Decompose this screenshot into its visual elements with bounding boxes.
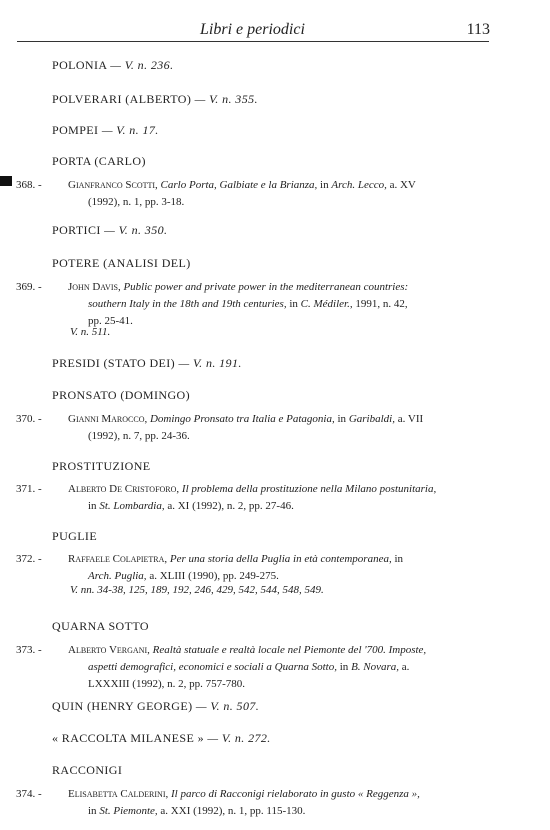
margin-marker [0,176,12,186]
index-heading-racconigi: RACCONIGI [52,763,123,777]
index-heading-pompei: POMPEI — V. n. 17. [52,123,159,137]
bibliography-entry-373: 373. - Alberto Vergani, Realtà statuale e realtà locale nel Piemonte del '700. Imposte, aspetti demografici, economici e sociali a Quarna Sotto, in B. Novara, a. LXXXIII (1992), n. 2, pp. 757-780. [16,644,427,690]
bibliography-entry-371: 371. - Alberto De Cristoforo, Il problema della prostituzione nella Milano postunitaria, in St. Lombardia, a. XI (1992), n. 2, pp. 27-46. [16,483,437,512]
index-heading-puglie: PUGLIE [52,529,98,543]
bibliography-entry-370: 370. - Gianni Marocco, Domingo Pronsato tra Italia e Patagonia, in Garibaldi, a. VII (1992), n. 7, pp. 24-36. [16,413,424,442]
index-heading-potere: POTERE (ANALISI DEL) [52,256,191,270]
page-number: 113 [466,21,490,38]
index-heading-porta: PORTA (CARLO) [52,154,146,168]
index-heading-raccolta-milanese: « RACCOLTA MILANESE » — V. n. 272. [52,731,271,745]
index-heading-polverari: POLVERARI (ALBERTO) — V. n. 355. [52,92,258,106]
index-heading-prostituzione: PROSTITUZIONE [52,459,151,473]
index-heading-portici: PORTICI — V. n. 350. [52,223,168,237]
running-header-title: Libri e periodici [200,21,305,38]
header-rule [17,41,489,42]
bibliography-entry-374: 374. - Elisabetta Calderini, Il parco di Racconigi rielaborato in gusto « Reggenza », in St. Piemonte, a. XXI (1992), n. 1, pp. 115-130. [16,788,420,817]
bibliography-entry-369: 369. - John Davis, Public power and private power in the mediterranean countries: southern Italy in the 18th and 19th centuries, in C. Médiler., 1991, n. 42, pp. 25-41. [16,281,409,327]
index-heading-polonia: POLONIA — V. n. 236. [52,58,174,72]
index-heading-pronsato: PRONSATO (DOMINGO) [52,388,190,402]
index-heading-presidi: PRESIDI (STATO DEI) — V. n. 191. [52,356,242,370]
see-also-369: V. n. 511. [70,326,111,338]
index-heading-quarna-sotto: QUARNA SOTTO [52,619,149,633]
see-also-372: V. nn. 34-38, 125, 189, 192, 246, 429, 542, 544, 548, 549. [70,584,324,596]
bibliography-entry-368: 368. - Gianfranco Scotti, Carlo Porta, Galbiate e la Brianza, in Arch. Lecco, a. XV (1992), n. 1, pp. 3-18. [16,179,416,208]
bibliography-entry-372: 372. - Raffaele Colapietra, Per una storia della Puglia in età contemporanea, in Arch. Puglia, a. XLIII (1990), pp. 249-275. [16,553,404,582]
index-heading-quin: QUIN (HENRY GEORGE) — V. n. 507. [52,699,260,713]
